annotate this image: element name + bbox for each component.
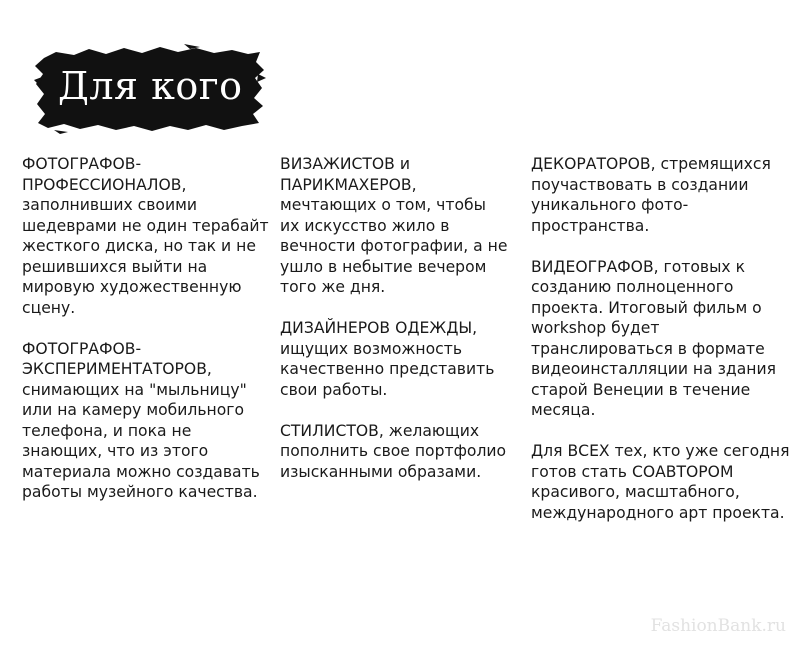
audience-paragraph: ВИЗАЖИСТОВ и ПАРИКМАХЕРОВ, мечтающих о том, чтобы их искусство жило в вечности фотографии, а не ушло в небытие вечером того же дня.: [280, 155, 508, 296]
audience-column-3: [531, 154, 793, 544]
audience-paragraph: СТИЛИСТОВ, желающих пополнить свое портфолио изысканными образами.: [280, 421, 507, 481]
audience-column-1: [22, 154, 272, 523]
audience-paragraph: ФОТОГРАФОВ-ПРОФЕССИОНАЛОВ, заполнивших своими шедеврами не один терабайт жесткого диска, но так и не решившихся выйти на мировую художественную сцену.: [22, 155, 269, 317]
page-title: Для кого: [58, 64, 243, 108]
audience-paragraph: ФОТОГРАФОВ-ЭКСПЕРИМЕНТАТОРОВ, снимающих на "мыльницу" или на камеру мобильного телефона, и пока не знающих, что из этого материала можно создавать работы музейного качества.: [22, 339, 260, 501]
audience-paragraph: ДЕКОРАТОРОВ, стремящихся поучаствовать в создании уникального фото-пространства.: [531, 155, 771, 235]
audience-paragraph: Для ВСЕХ тех, кто уже сегодня готов стать СОАВТОРОМ красивого, масштабного, международного арт проекта.: [531, 442, 790, 522]
audience-paragraph: ДИЗАЙНЕРОВ ОДЕЖДЫ, ищущих возможность качественно представить свои работы.: [280, 319, 495, 399]
audience-column-2: [280, 154, 510, 503]
audience-paragraph: ВИДЕОГРАФОВ, готовых к созданию полноценного проекта. Итоговый фильм о workshop будет транслироваться в формате видеоинсталляции на здания старой Венеции в течение месяца.: [531, 257, 776, 419]
watermark: FashionBank.ru: [650, 616, 786, 636]
